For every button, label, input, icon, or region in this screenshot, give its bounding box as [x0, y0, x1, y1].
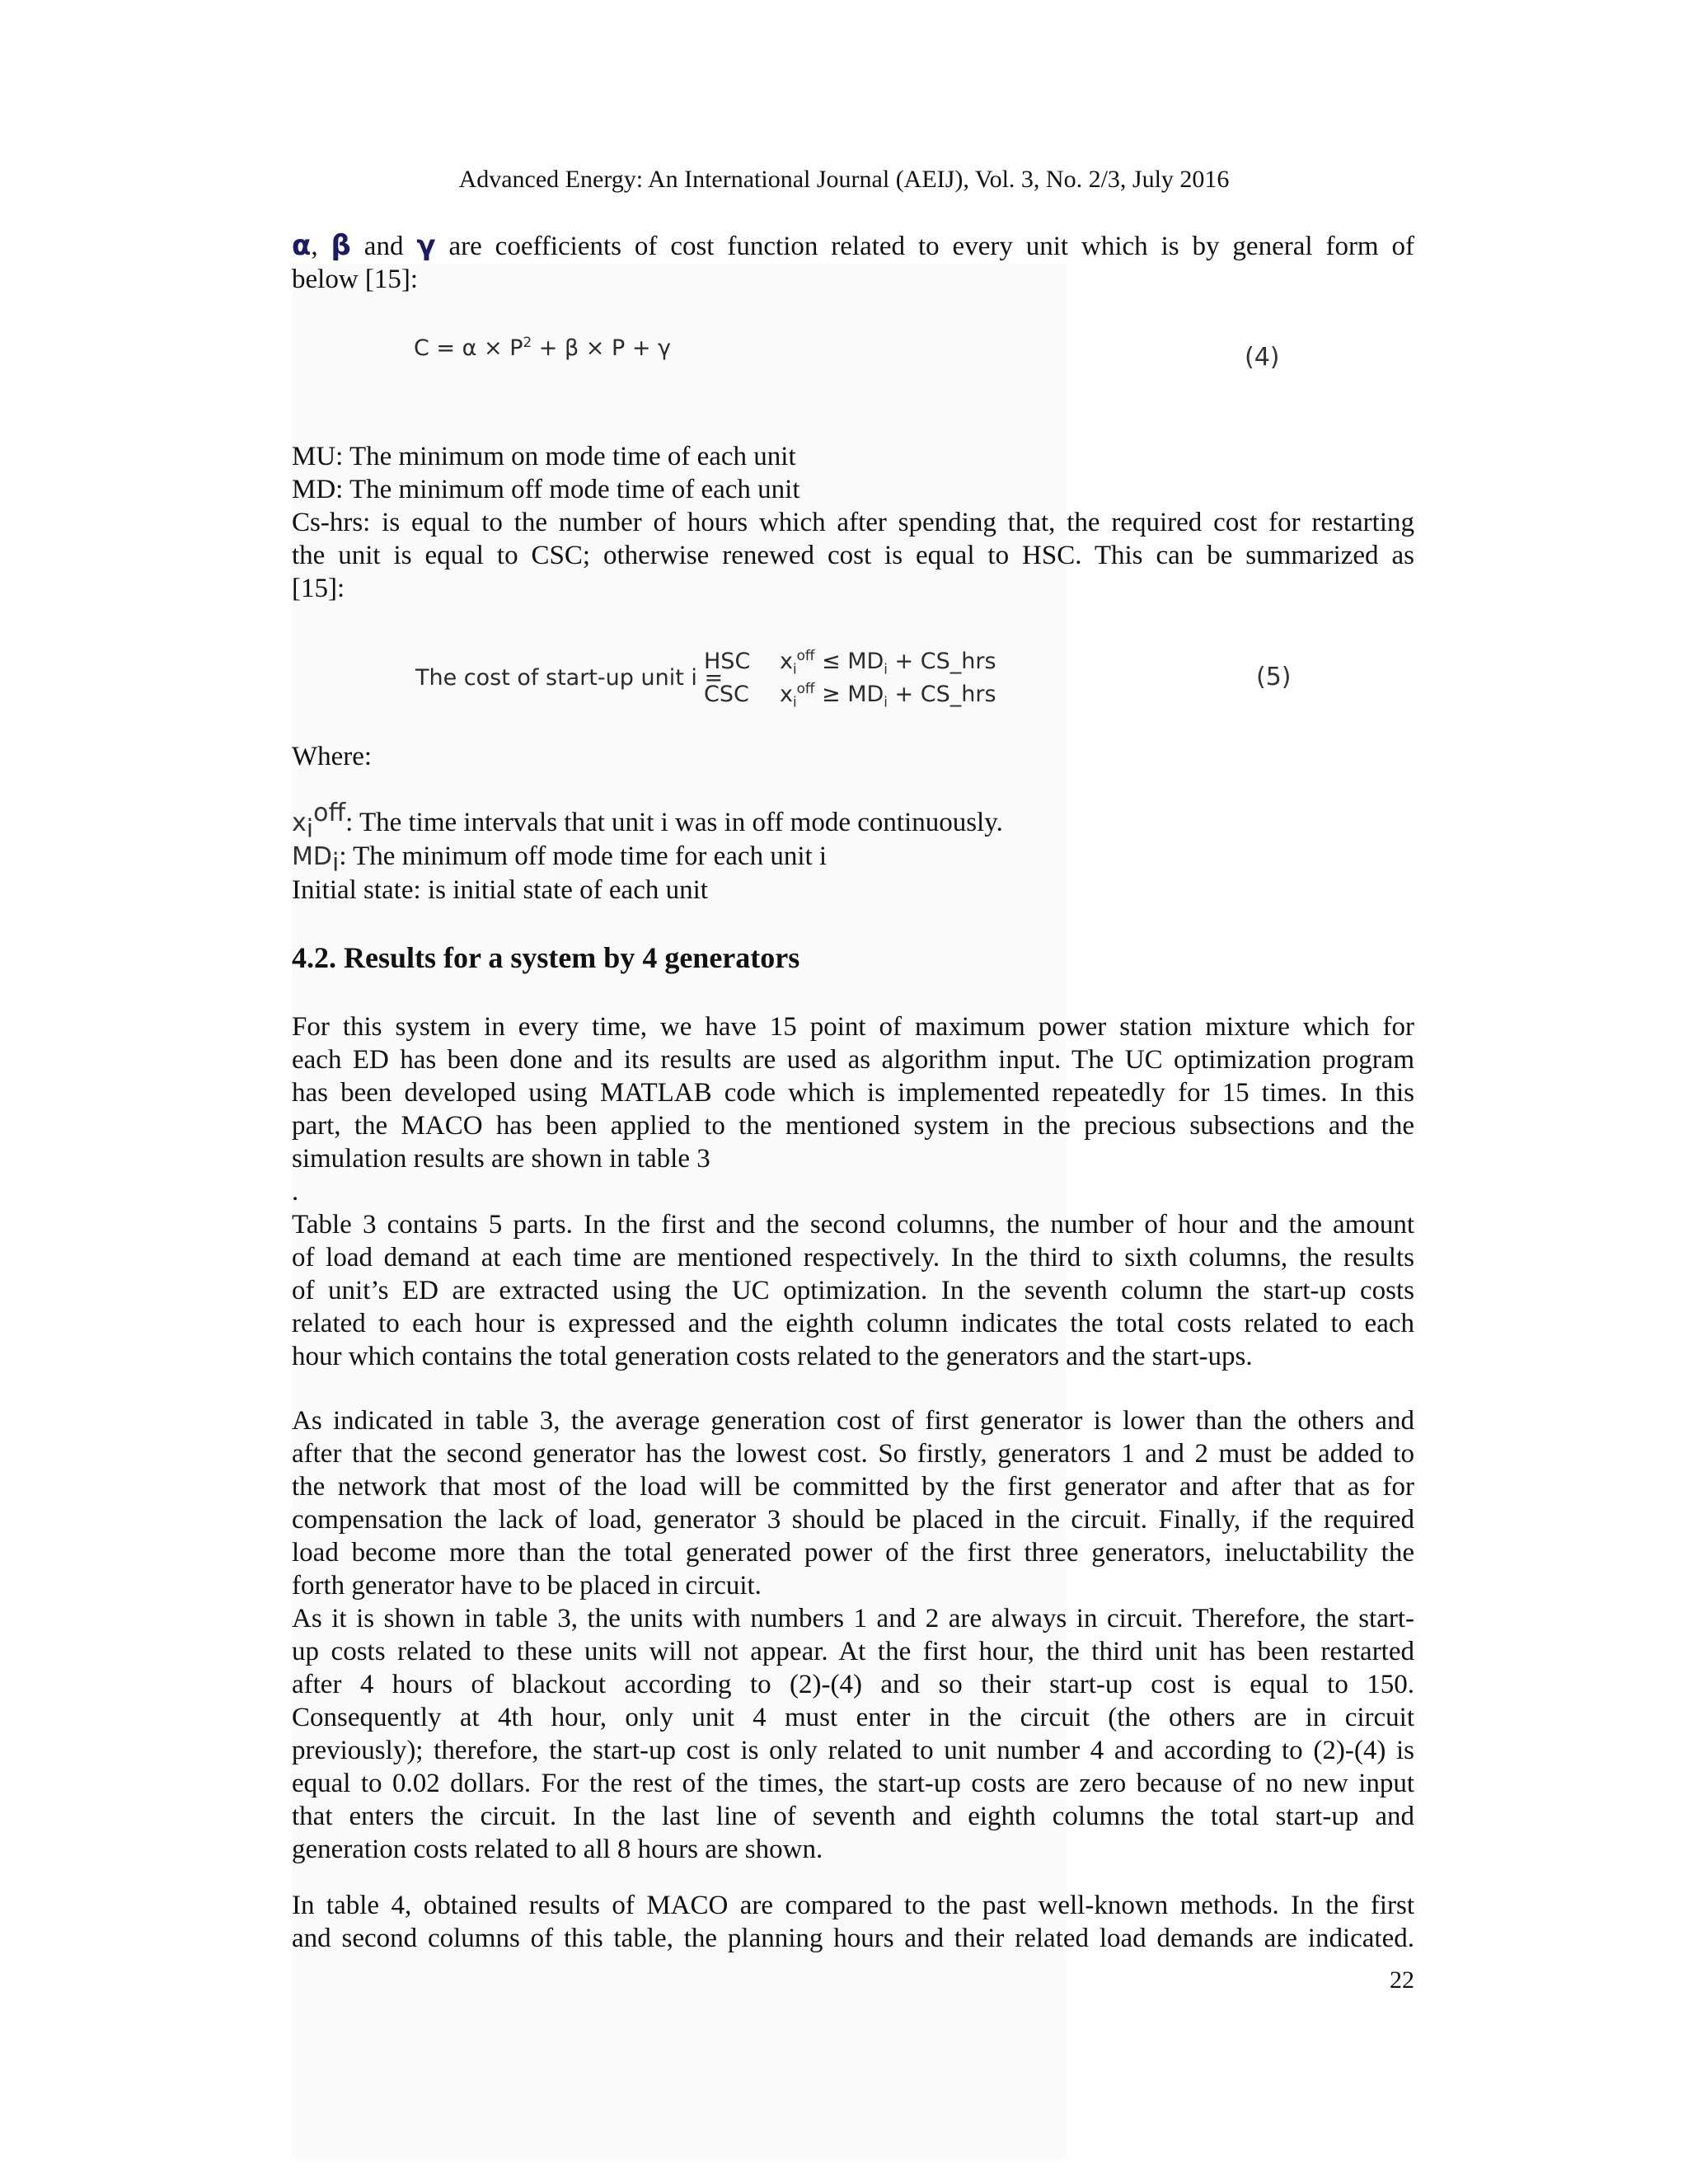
p2-line: of unit’s ED are extracted using the UC optimization. In the seventh column the start-up costs [292, 1276, 1414, 1305]
x-sub: i [792, 660, 797, 677]
p3-line: after 4 hours of blackout according to (2)-(4) and so their start-up cost is equal to 150. [292, 1670, 1414, 1699]
eq4-rhs: + β × P + γ [532, 335, 672, 361]
x-symbol-sup: off [313, 799, 346, 827]
definition-cs-line-2: the unit is equal to CSC; otherwise renewed cost is equal to HSC. This can be summarized as [292, 541, 1414, 570]
p2-line: Table 3 contains 5 parts. In the first and the second columns, the number of hour and the amount [292, 1210, 1414, 1240]
p3-line: Consequently at 4th hour, only unit 4 must enter in the circuit (the others are in circuit [292, 1703, 1414, 1732]
alpha-symbol: α [292, 229, 312, 262]
p1-line: each ED has been done and its results are used as algorithm input. The UC optimization program [292, 1045, 1414, 1075]
p1-line: . [292, 1177, 299, 1207]
p3-line: equal to 0.02 dollars. For the rest of the times, the start-up costs are zero because of no new input [292, 1769, 1414, 1798]
p3-line: compensation the lack of load, generator 3 should be placed in the circuit. Finally, if the required [292, 1505, 1414, 1535]
equation-4-number: (4) [1245, 343, 1280, 372]
equation-4 [414, 335, 671, 363]
section-heading: 4.2. Results for a system by 4 generators [292, 941, 800, 974]
p4-line: In table 4, obtained results of MACO are compared to the past well-known methods. In the first [292, 1891, 1414, 1920]
cs-hrs: + CS_hrs [887, 649, 996, 674]
p3-line: As indicated in table 3, the average generation cost of first generator is lower than the others and [292, 1406, 1414, 1436]
p3-line: up costs related to these units will not appear. At the first hour, the third unit has been restarted [292, 1637, 1414, 1666]
md-symbol-sub: i [331, 848, 340, 878]
p1-line: has been developed using MATLAB code which is implemented repeatedly for 15 times. In this [292, 1078, 1414, 1108]
eq4-lhs: C = α × P [414, 335, 523, 361]
paragraph-1 [292, 1010, 1414, 1208]
definition-cs-line-3: [15]: [292, 574, 345, 603]
equation-5-case-1 [780, 648, 996, 676]
p3-line: As it is shown in table 3, the units with numbers 1 and 2 are always in circuit. Therefore, the start- [292, 1604, 1414, 1633]
p3-line: generation costs related to all 8 hours are shown. [292, 1835, 823, 1864]
x-symbol: x [292, 808, 307, 837]
definitions-block [292, 440, 1414, 605]
equation-5-hsc: HSC [704, 649, 751, 674]
coefficients-line-1 [292, 229, 1414, 263]
md-desc: : The minimum off mode time for each unit i [339, 841, 828, 871]
x-sup: off [796, 680, 815, 696]
gamma-symbol: γ [416, 229, 436, 262]
where-x-off [292, 799, 1414, 844]
equation-5-case-2 [780, 681, 996, 709]
definition-md: MD: The minimum off mode time of each unit [292, 475, 800, 504]
paragraph-3 [292, 1404, 1414, 1866]
definition-cs-line-1: Cs-hrs: is equal to the number of hours which after spending that, the required cost for restarting [292, 508, 1414, 537]
and-word: and [363, 232, 404, 261]
definition-mu: MU: The minimum on mode time of each unit [292, 442, 796, 471]
where-md-i [292, 840, 1414, 878]
x-symbol-sub: i [306, 814, 314, 844]
x-sup: off [796, 647, 815, 663]
eq4-exponent: 2 [523, 334, 532, 350]
p1-line: For this system in every time, we have 15 point of maximum power station mixture which for [292, 1012, 1414, 1042]
p3-line: the network that most of the load will be committed by the first generator and after that as for [292, 1472, 1414, 1502]
journal-header: Advanced Energy: An International Journal (AEIJ), Vol. 3, No. 2/3, July 2016 [458, 166, 1230, 193]
p2-line: related to each hour is expressed and the eighth column indicates the total costs related to each [292, 1309, 1414, 1338]
coefficients-line-2: below [15]: [292, 265, 419, 294]
md-sub: i [884, 660, 888, 677]
p1-line: simulation results are shown in table 3 [292, 1144, 710, 1174]
beta-symbol: β [331, 229, 351, 262]
cs-hrs: + CS_hrs [887, 682, 996, 707]
paragraph-4 [292, 1889, 1414, 1955]
p2-line: hour which contains the total generation costs related to the generators and the start-ups. [292, 1342, 1253, 1371]
paragraph-2 [292, 1208, 1414, 1373]
md-sub: i [884, 693, 888, 710]
equation-5-csc: CSC [704, 682, 749, 707]
md-symbol: MD [292, 842, 332, 871]
p3-line: forth generator have to be placed in circuit. [292, 1571, 762, 1601]
x-var: x [780, 682, 793, 707]
x-desc: : The time intervals that unit i was in off mode continuously. [345, 808, 1003, 837]
p3-line: after that the second generator has the lowest cost. So firstly, generators 1 and 2 must be added to [292, 1439, 1414, 1469]
comma: , [311, 232, 318, 261]
equation-5-lhs: The cost of start-up unit i = [415, 665, 724, 691]
p1-line: part, the MACO has been applied to the mentioned system in the precious subsections and the [292, 1111, 1414, 1141]
x-sub: i [792, 693, 797, 710]
equation-5-number: (5) [1256, 663, 1292, 691]
where-label: Where: [292, 742, 373, 771]
p3-line: load become more than the total generated power of the first three generators, ineluctability the [292, 1538, 1414, 1568]
p2-line: of load demand at each time are mentioned respectively. In the third to sixth columns, the results [292, 1243, 1414, 1272]
coefficients-paragraph [292, 229, 1414, 296]
p3-line: that enters the circuit. In the last line of seventh and eighth columns the total start-up and [292, 1802, 1414, 1831]
p4-line: and second columns of this table, the planning hours and their related load demands are indicated. [292, 1924, 1414, 1953]
page-number: 22 [1390, 1966, 1414, 1994]
p3-line: previously); therefore, the start-up cost is only related to unit number 4 and according to (2)-(4) is [292, 1736, 1414, 1765]
ge-md: ≥ MD [814, 682, 884, 707]
le-md: ≤ MD [814, 649, 884, 674]
x-var: x [780, 649, 793, 674]
where-definitions [292, 799, 1414, 907]
coefficients-text: are coefficients of cost function related to every unit which is by general form of [448, 232, 1415, 261]
where-initial-state: Initial state: is initial state of each unit [292, 875, 708, 905]
